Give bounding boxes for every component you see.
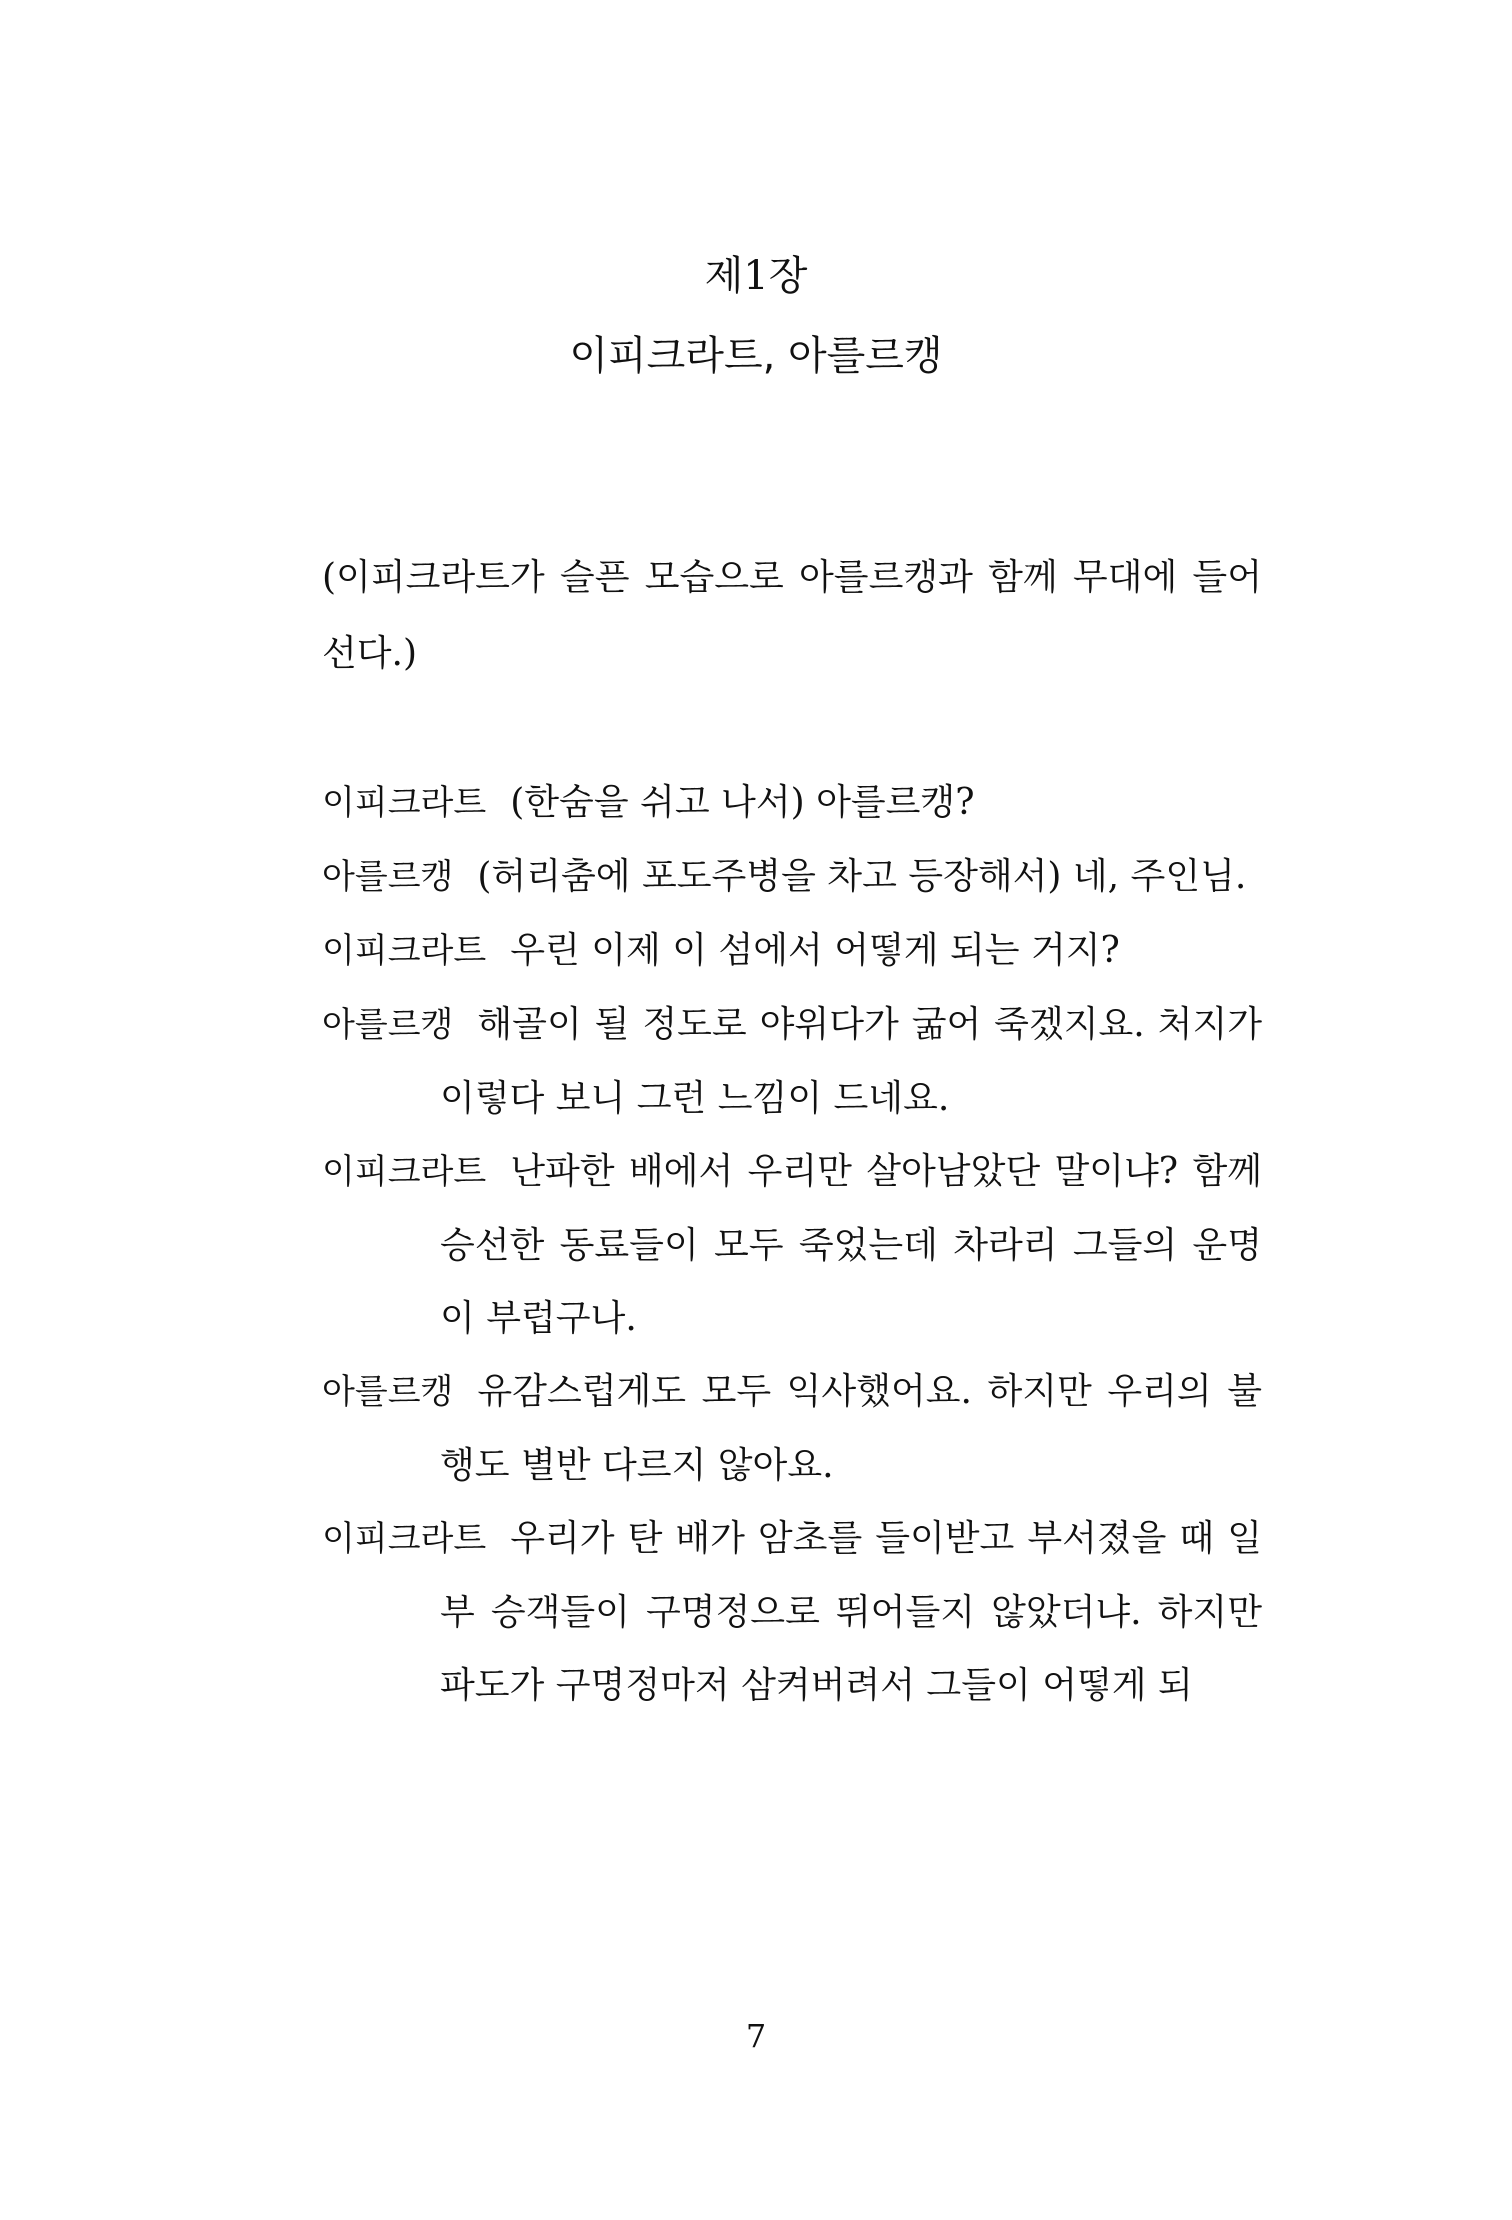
chapter-title: 이피크라트, 아를르캥 <box>569 333 943 379</box>
speaker-name: 이피크라트 <box>322 1519 487 1559</box>
dialogue-line <box>322 1502 1262 1722</box>
dialogue-text: 우린 이제 이 섬에서 어떻게 되는 거지? <box>510 930 1120 971</box>
dialogue-line <box>322 840 1262 914</box>
dialogue-text: 해골이 될 정도로 야위다가 굶어 죽겠지요. 처지가 이렇다 보니 그런 느낌이 드네요. <box>440 1004 1262 1119</box>
dialogue-line <box>322 1355 1262 1502</box>
speaker-name: 이피크라트 <box>322 931 487 971</box>
speaker-name: 이피크라트 <box>322 783 487 823</box>
speaker-name: 아를르캥 <box>322 857 454 897</box>
speaker-name: 아를르캥 <box>322 1005 454 1045</box>
dialogue-line <box>322 988 1262 1135</box>
dialogue-line <box>322 914 1262 988</box>
speaker-name: 이피크라트 <box>322 1152 487 1192</box>
dialogue-block <box>322 766 1262 1722</box>
dialogue-line <box>322 766 1262 840</box>
stage-direction: (이피크라트가 슬픈 모습으로 아를르캥과 함께 무대에 들어선다.) <box>322 557 1262 674</box>
chapter-number: 제1장 <box>704 253 808 299</box>
speaker-name: 아를르캥 <box>322 1372 454 1412</box>
dialogue-text: 우리가 탄 배가 암초를 들이받고 부서졌을 때 일부 승객들이 구명정으로 뛰어들지 않았더냐. 하지만 파도가 구명정마저 삼켜버려서 그들이 어떻게 되 <box>440 1518 1262 1706</box>
dialogue-line <box>322 1135 1262 1355</box>
dialogue-text: 난파한 배에서 우리만 살아남았단 말이냐? 함께 승선한 동료들이 모두 죽었는데 차라리 그들의 운명이 부럽구나. <box>440 1151 1262 1339</box>
dialogue-text: (한숨을 쉬고 나서) 아를르캥? <box>510 782 975 823</box>
dialogue-text: 유감스럽게도 모두 익사했어요. 하지만 우리의 불행도 별반 다르지 않아요. <box>440 1371 1262 1486</box>
page-number: 7 <box>745 2017 767 2055</box>
dialogue-text: (허리춤에 포도주병을 차고 등장해서) 네, 주인님. <box>477 856 1247 897</box>
